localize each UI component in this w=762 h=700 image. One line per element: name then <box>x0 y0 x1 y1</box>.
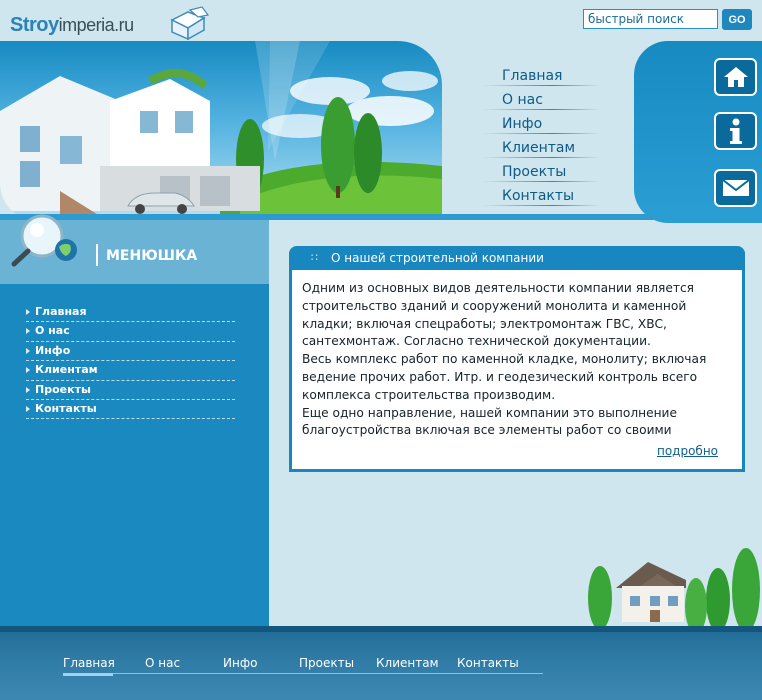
top-navigation <box>482 64 600 208</box>
mail-icon <box>722 178 750 198</box>
sidebar-item-label[interactable]: Главная <box>35 305 87 318</box>
hero-banner <box>0 41 442 220</box>
top-nav-item[interactable] <box>482 64 600 88</box>
quick-icon-panel <box>634 41 762 223</box>
sidebar-item-contacts[interactable] <box>26 400 235 419</box>
home-icon-button[interactable] <box>714 58 757 96</box>
top-nav-link-home[interactable]: Главная <box>502 68 563 84</box>
logo-part-domain: .ru <box>114 15 134 35</box>
dots-icon: ∷ <box>311 251 319 264</box>
footer-link-contacts[interactable]: Контакты <box>457 656 519 670</box>
sidebar-item-label[interactable]: Инфо <box>35 343 71 357</box>
paragraph: Еще одно направление, нашей компании это выполнение благоустройства включая все элементы работ со своими <box>302 405 677 438</box>
paragraph: Одним из основных видов деятельности компании является строительство зданий и сооружений монолита и каменной кладки; включая спецработы; электромонтаж ГВС, ХВС, сантехмонтаж. Согласно технической документации. <box>302 281 694 349</box>
sidebar-item-about[interactable] <box>26 322 235 341</box>
top-nav-item[interactable] <box>482 112 600 136</box>
arrow-right-icon <box>26 367 30 373</box>
top-nav-link-clients[interactable]: Клиентам <box>502 140 576 156</box>
sidebar-header <box>0 220 269 284</box>
arrow-right-icon <box>26 387 30 393</box>
top-nav-item[interactable] <box>482 184 600 208</box>
footer-link-about[interactable]: О нас <box>145 656 181 670</box>
search-go-button[interactable]: GO <box>722 9 752 30</box>
arrow-right-icon <box>26 328 30 334</box>
search-input[interactable] <box>583 9 718 29</box>
logo-box-icon <box>168 6 212 40</box>
footer-link-projects[interactable]: Проекты <box>299 656 355 670</box>
logo-part-stroy: Stroy <box>10 14 59 36</box>
footer-link-clients[interactable]: Клиентам <box>376 656 439 670</box>
sidebar-header-divider <box>96 244 98 266</box>
footer-active-indicator <box>63 673 113 676</box>
footer-link-home[interactable]: Главная <box>63 656 115 670</box>
footer-link-info[interactable]: Инфо <box>223 656 258 670</box>
arrow-right-icon <box>26 348 30 354</box>
about-company-panel <box>289 246 745 472</box>
sidebar-item-label[interactable]: Контакты <box>35 401 97 415</box>
left-sidebar <box>0 220 269 628</box>
sidebar-item-label[interactable]: Клиентам <box>35 363 98 377</box>
arrow-right-icon <box>26 309 30 315</box>
logo-part-imperia: imperia <box>58 15 115 35</box>
top-nav-link-info[interactable]: Инфо <box>502 116 543 132</box>
paragraph: Весь комплекс работ по каменной кладке, монолиту; включая ведение прочих работ. Итр. и геодезический контроль всего комплекса строительства производим. <box>302 352 707 402</box>
read-more-link[interactable]: подробно <box>656 444 718 458</box>
magnifier-icon <box>6 212 86 278</box>
panel-title: О нашей строительной компании <box>331 251 544 265</box>
panel-body <box>302 280 732 440</box>
mail-icon-button[interactable] <box>714 169 757 207</box>
arrow-right-icon <box>26 406 30 412</box>
home-icon <box>723 65 749 89</box>
info-icon <box>726 117 746 145</box>
top-nav-link-about[interactable]: О нас <box>502 92 543 108</box>
sidebar-item-clients[interactable] <box>26 361 235 380</box>
sidebar-item-label[interactable]: Проекты <box>35 382 91 396</box>
footer-navigation <box>63 656 543 674</box>
info-icon-button[interactable] <box>714 112 757 150</box>
panel-header <box>289 246 745 270</box>
site-logo[interactable] <box>10 6 210 42</box>
top-nav-link-projects[interactable]: Проекты <box>502 164 567 180</box>
footer-top-band <box>0 626 762 632</box>
sidebar-item-projects[interactable] <box>26 381 235 400</box>
sidebar-item-info[interactable] <box>26 342 235 361</box>
top-nav-link-contacts[interactable]: Контакты <box>502 188 575 204</box>
logo-text <box>10 14 134 37</box>
sidebar-title: МЕНЮШКА <box>106 248 198 264</box>
footer <box>0 626 762 700</box>
sidebar-item-label[interactable]: О нас <box>35 324 70 338</box>
house-banner-image <box>0 41 442 220</box>
house-trees-illustration <box>578 540 762 640</box>
top-nav-item[interactable] <box>482 160 600 184</box>
sidebar-menu <box>26 303 235 419</box>
sidebar-item-home[interactable] <box>26 303 235 322</box>
top-nav-item[interactable] <box>482 136 600 160</box>
top-nav-item[interactable] <box>482 88 600 112</box>
